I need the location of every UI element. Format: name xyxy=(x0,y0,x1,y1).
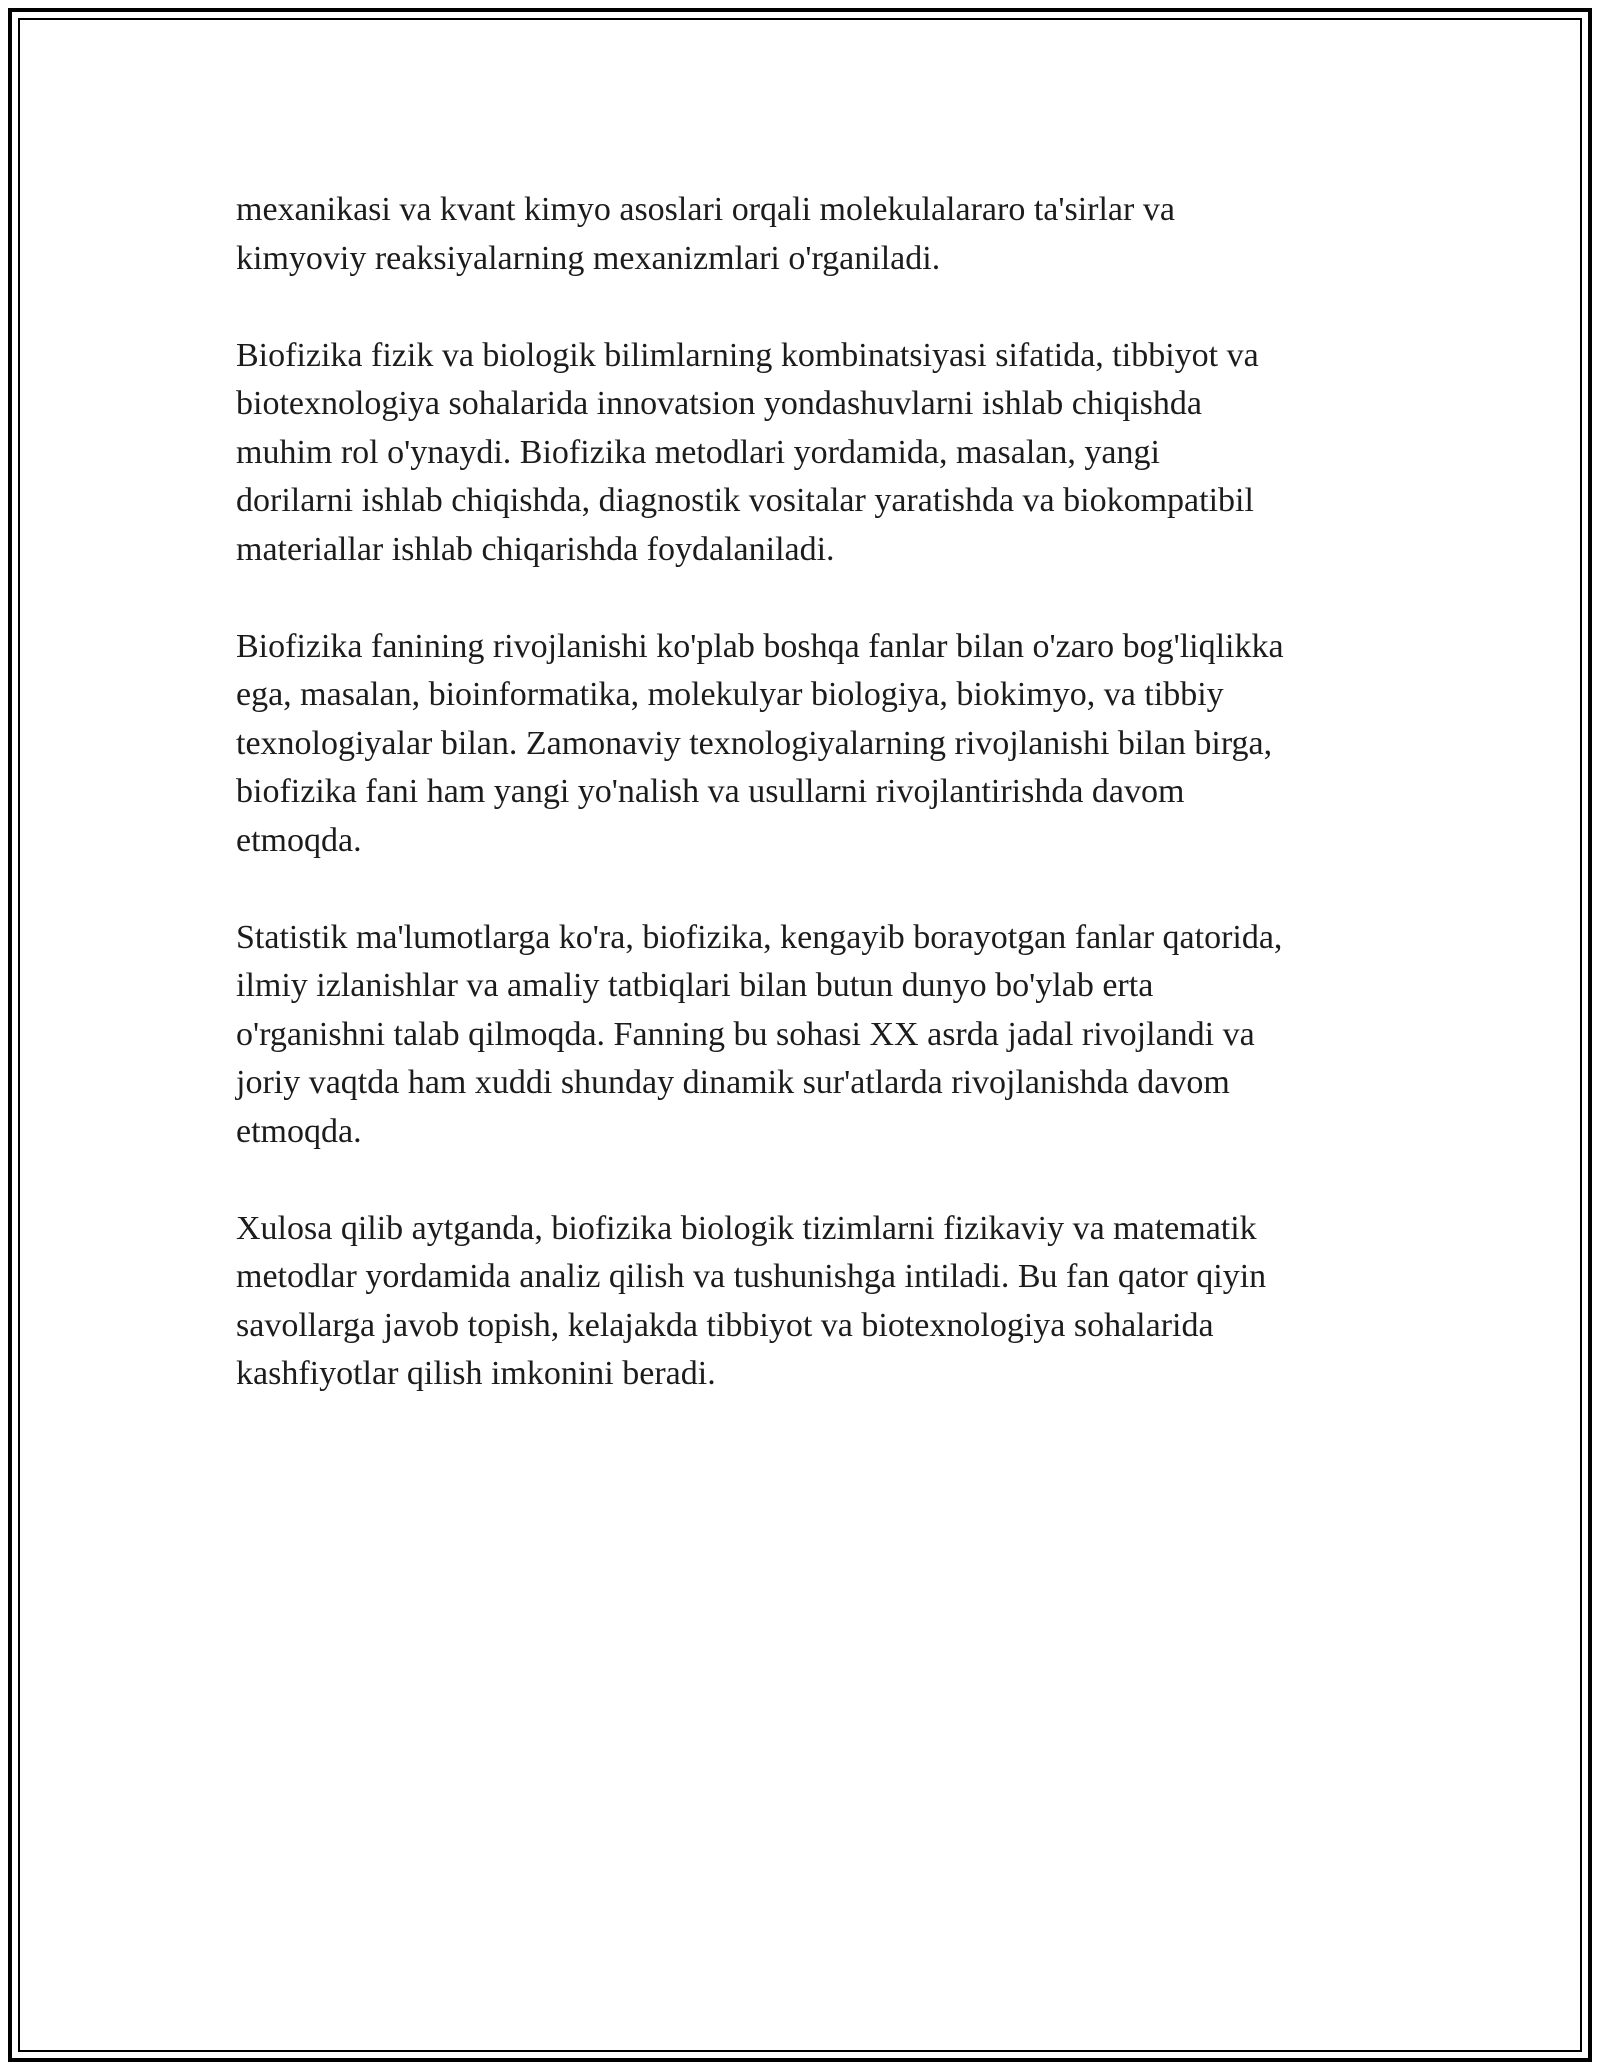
paragraph xyxy=(236,186,1386,283)
text-line: metodlar yordamida analiz qilish va tushunishga intiladi. Bu fan qator qiyin xyxy=(236,1258,1267,1295)
text-line: dorilarni ishlab chiqishda, diagnostik vositalar yaratishda va biokompatibil xyxy=(236,482,1254,519)
text-line: biotexnologiya sohalarida innovatsion yondashuvlarni ishlab chiqishda xyxy=(236,385,1202,422)
paragraph xyxy=(236,623,1386,866)
text-line: ega, masalan, bioinformatika, molekulyar biologiya, biokimyo, va tibbiy xyxy=(236,676,1224,713)
text-line: o'rganishni talab qilmoqda. Fanning bu sohasi XX asrda jadal rivojlandi va xyxy=(236,1015,1255,1053)
paragraph xyxy=(236,914,1386,1157)
text-line: Statistik ma'lumotlarga ko'ra, biofizika, kengayib borayotgan fanlar qatorida, xyxy=(236,918,1283,956)
text-line: biofizika fani ham yangi yo'nalish va usullarni rivojlantirishda davom xyxy=(236,773,1185,810)
text-line: etmoqda. xyxy=(236,821,362,859)
text-line: Xulosa qilib aytganda, biofizika biologik tizimlarni fizikaviy va matematik xyxy=(236,1209,1257,1247)
text-line: etmoqda. xyxy=(236,1112,362,1150)
text-line: joriy vaqtda ham xuddi shunday dinamik sur'atlarda rivojlanishda davom xyxy=(236,1064,1230,1101)
text-line: materiallar ishlab chiqarishda foydalaniladi. xyxy=(236,530,835,568)
text-line: ilmiy izlanishlar va amaliy tatbiqlari bilan butun dunyo bo'ylab erta xyxy=(236,967,1154,1004)
text-line: kimyoviy reaksiyalarning mexanizmlari o'rganiladi. xyxy=(236,239,941,277)
document-body xyxy=(236,186,1386,1447)
text-line: savollarga javob topish, kelajakda tibbiyot va biotexnologiya sohalarida xyxy=(236,1306,1214,1344)
text-line: Biofizika fizik va biologik bilimlarning kombinatsiyasi sifatida, tibbiyot va xyxy=(236,336,1259,374)
text-line: mexanikasi va kvant kimyo asoslari orqali molekulalararo ta'sirlar va xyxy=(236,191,1175,228)
text-line: Biofizika fanining rivojlanishi ko'plab boshqa fanlar bilan o'zaro bog'liqlikka xyxy=(236,627,1284,665)
text-line: muhim rol o'ynaydi. Biofizika metodlari yordamida, masalan, yangi xyxy=(236,433,1160,471)
text-line: kashfiyotlar qilish imkonini beradi. xyxy=(236,1355,716,1392)
paragraph xyxy=(236,1205,1386,1399)
text-line: texnologiyalar bilan. Zamonaviy texnologiyalarning rivojlanishi bilan birga, xyxy=(236,724,1273,762)
paragraph xyxy=(236,332,1386,575)
